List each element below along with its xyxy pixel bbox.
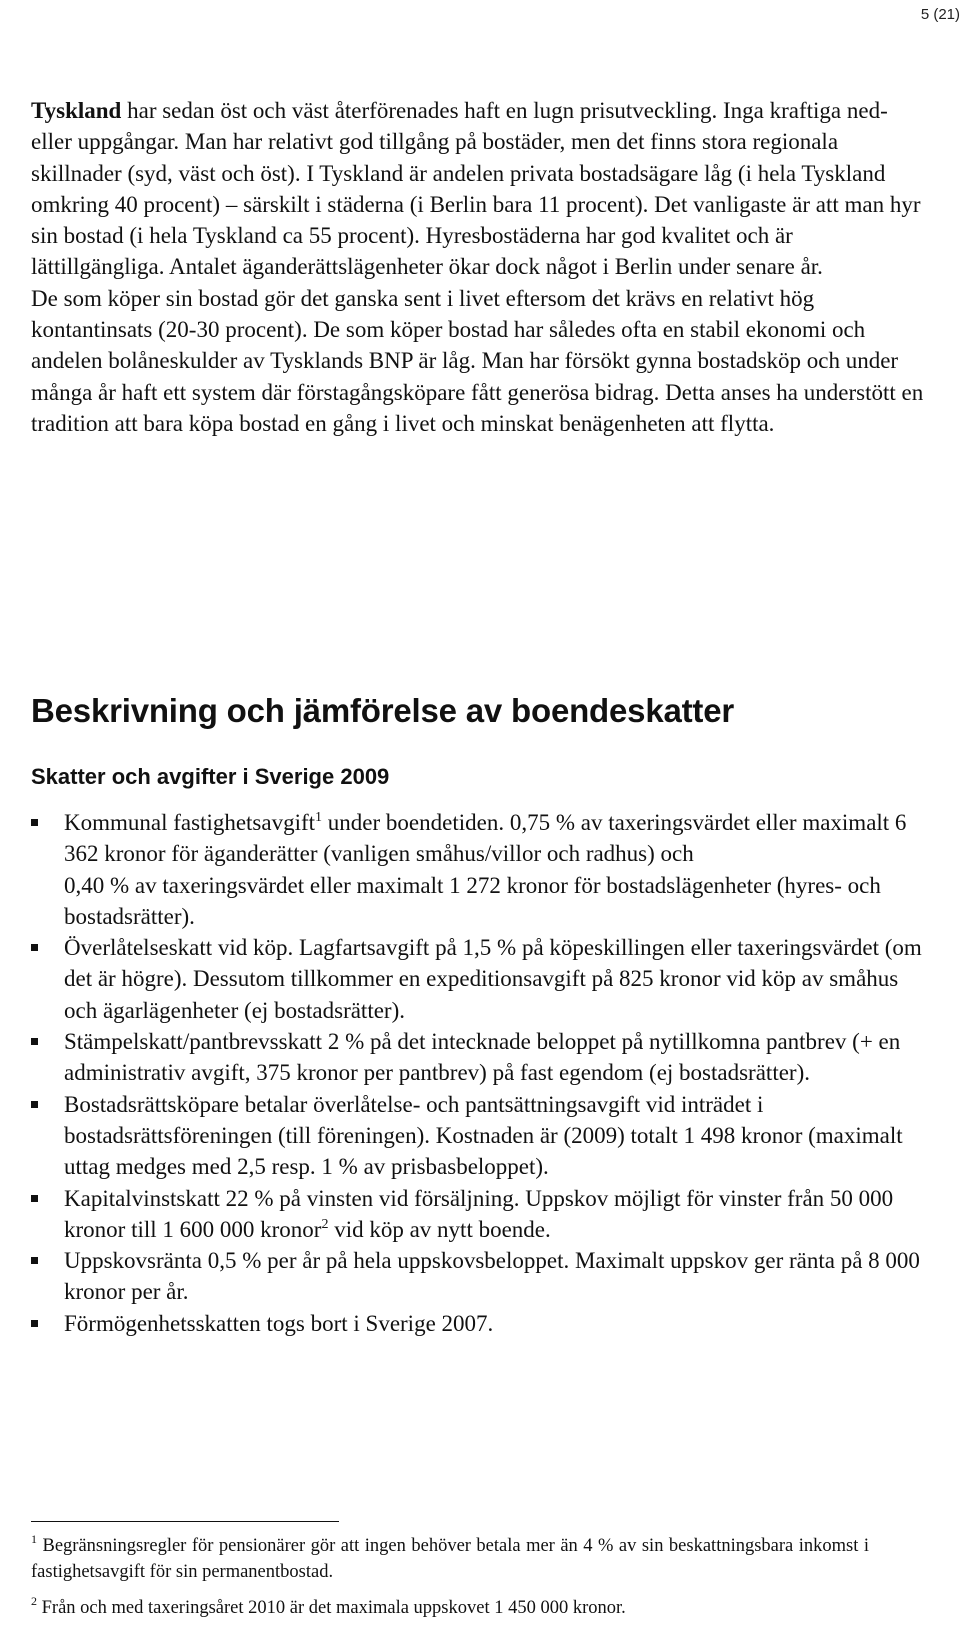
square-bullet-icon <box>31 944 38 951</box>
list-item-text: Kommunal fastighetsavgift <box>64 810 316 835</box>
list-item-text: Bostadsrättsköpare betalar överlåtelse- och pantsättningsavgift vid inträdet i bostadsrättsföreningen (till föreningen). Kostnaden är (2009) totalt 1 498 kronor (maximalt uttag medges med 2,5 resp. 1 % av prisbasbeloppet). <box>64 1091 903 1180</box>
square-bullet-icon <box>31 1038 38 1045</box>
footnote-1 <box>31 1533 869 1585</box>
square-bullet-icon <box>31 1320 38 1327</box>
footnotes <box>31 1533 869 1631</box>
list-item-text: under boendetiden. 0,75 % av taxeringsvärdet eller maximalt 6 362 kronor för äganderätter (vanligen småhus/villor och radhus) och <box>64 810 907 867</box>
footnote-ref: 2 <box>321 1216 329 1232</box>
list-item-text: Stämpelskatt/pantbrevsskatt 2 % på det intecknade beloppet på nytillkomna pantbrev (+ en administrativ avgift, 375 kronor per pantbrev) på fast egendom (ej bostadsrätter). <box>64 1029 901 1086</box>
list-item <box>31 807 931 932</box>
list-item-text: Uppskovsränta 0,5 % per år på hela uppskovsbeloppet. Maximalt uppskov ger ränta på 8 000 kronor per år. <box>64 1248 920 1305</box>
list-item <box>31 932 931 1026</box>
section-heading: Beskrivning och jämförelse av boendeskatter <box>31 692 734 729</box>
list-item <box>31 1308 931 1339</box>
footnote-separator <box>31 1521 339 1522</box>
list-item-text: Förmögenhetsskatten togs bort i Sverige 2007. <box>64 1310 494 1336</box>
intro-bold-lead: Tyskland <box>31 98 122 123</box>
list-item-text: Överlåtelseskatt vid köp. Lagfartsavgift på 1,5 % på köpeskillingen eller taxeringsvärdet (om det är högre). Dessutom tillkommer en expeditionsavgift på 825 kronor vid köp av småhus och ägarlägenheter (ej bostadsrätter). <box>64 935 922 1023</box>
list-item <box>31 1183 931 1246</box>
subsection-heading: Skatter och avgifter i Sverige 2009 <box>31 764 390 789</box>
page-number: 5 (21) <box>920 6 960 23</box>
square-bullet-icon <box>31 1195 38 1202</box>
footnote-2 <box>31 1595 869 1621</box>
intro-paragraph-2: De som köper sin bostad gör det ganska sent i livet eftersom det krävs en relativt hög kontantinsats (20-30 procent). De som köper bostad har således ofta en stabil ekonomi och andelen bolåneskulder av Tysklands BNP är låg. Man har försökt gynna bostadsköp och under många år haft ett system där förstagångsköpare fått generösa bidrag. Detta anses ha understött en tradition att bara köpa bostad en gång i livet och minskat benägenheten att flytta. <box>31 285 924 436</box>
intro-text: har sedan öst och väst återförenades haft en lugn prisutveckling. Inga kraftiga ned- eller uppgångar. Man har relativt god tillgång på bostäder, men det finns stora regionala skillnader (syd, väst och öst). I Tyskland är andelen privata bostadsägare låg (i hela Tyskland omkring 40 procent) – särskilt i städerna (i Berlin bara 11 procent). Det vanligaste är att man hyr sin bostad (i hela Tyskland ca 55 procent). Hyresbostäderna har god kvalitet och är lättillgängliga. Antalet äganderättslägenheter ökar dock något i Berlin under senare år. <box>31 98 921 280</box>
list-item-text: vid köp av nytt boende. <box>328 1216 551 1242</box>
square-bullet-icon <box>31 819 38 826</box>
footnote-number: 2 <box>31 1594 37 1608</box>
list-item <box>31 1089 931 1183</box>
list-item-text: 0,40 % av taxeringsvärdet eller maximalt 1 272 kronor för bostadslägenheter (hyres- och bostadsrätter). <box>64 872 881 929</box>
footnote-number: 1 <box>31 1532 37 1546</box>
list-item-text: Kapitalvinstskatt 22 % på vinsten vid försäljning. Uppskov möjligt för vinster från 50 000 kronor till 1 600 000 kronor <box>64 1185 894 1242</box>
tax-list <box>31 807 931 1339</box>
footnote-text: Begränsningsregler för pensionärer gör att ingen behöver betala mer än 4 % av sin beskattningsbara inkomst i fastighetsavgift för sin permanentbostad. <box>31 1536 869 1582</box>
square-bullet-icon <box>31 1101 38 1108</box>
footnote-text: Från och med taxeringsåret 2010 är det maximala uppskovet 1 450 000 kronor. <box>37 1598 626 1618</box>
intro-paragraph <box>31 95 931 283</box>
list-item <box>31 1245 931 1308</box>
square-bullet-icon <box>31 1257 38 1264</box>
footnote-ref: 1 <box>315 810 323 825</box>
intro-section <box>31 95 931 439</box>
list-item <box>31 1026 931 1089</box>
